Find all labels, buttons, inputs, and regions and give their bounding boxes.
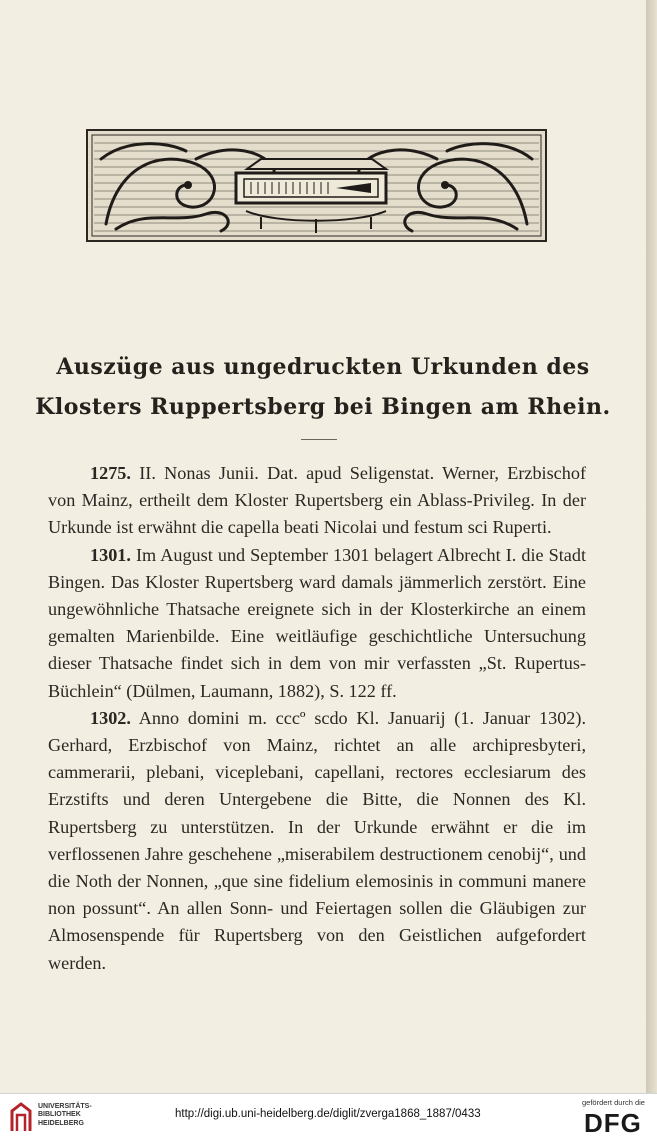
title-divider [301, 439, 337, 440]
viewer-footer [0, 1093, 657, 1143]
entry-year: 1302. [90, 707, 131, 728]
document-body [48, 460, 586, 977]
library-name-line: UNIVERSITÄTS- [38, 1103, 92, 1110]
library-name-line: HEIDELBERG [38, 1119, 84, 1127]
entry-text: Im August und September 1301 belagert Albrecht I. die Stadt Bingen. Das Kloster Rupertsberg ward damals jämmerlich zerstört. Eine ungewöhnliche Thatsache ereignete sich in der Klosterkirche an einem gemalten Marienbilde. Eine weitläufige geschichtliche Untersuchung dieser Thatsache findet sich in dem von mir verfassten „St. Rupertus-Büchlein“ (Dülmen, Laumann, 1882), S. 122 ff. [48, 544, 587, 701]
library-name [38, 1103, 92, 1128]
entry-paragraph [48, 542, 586, 705]
page-title-line-1: Auszüge aus ungedruckten Urkunden des [56, 354, 590, 380]
entry-paragraph [48, 705, 586, 977]
page-title-line-2: Klosters Ruppertsberg bei Bingen am Rhein. [35, 394, 611, 420]
university-library-logo-icon[interactable] [8, 1101, 34, 1135]
entry-text: II. Nonas Junii. Dat. apud Seligenstat. Werner, Erzbischof von Mainz, ertheilt dem Kloster Rupertsberg ein Ablass-Privileg. In der Urkunde ist erwähnt die capella beati Nicolai und festum sci Ruperti. [48, 463, 587, 538]
entry-year: 1275. [90, 463, 131, 483]
entry-year: 1301. [90, 544, 131, 565]
library-name-line: BIBLIOTHEK [38, 1111, 81, 1119]
entry-text: Anno domini m. cccº scdo Kl. Januarij (1. Januar 1302). Gerhard, Erzbischof von Mainz, richtet an alle archipresbyteri, cammerarii, plebani, viceplebani, capellani, rectores ecclesiarum des Erzstifts und deren Untergebene die Bitte, die Nonnen des Kl. Rupertsberg zu unterstützen. In der Urkunde erwähnt er die im verflossenen Jahre geschehene „miserabilem destructionem cenobij“, und die Noth der Nonnen, „que sine fidelium elemosinis in communi manere non possunt“. An allen Sonn- und Feiertagen sollen die Gläubigen zur Almosenspende für Rupertsberg von den Geistlichen aufgefordert werden. [48, 707, 586, 973]
ornamental-headpiece [86, 129, 547, 242]
entry-paragraph [48, 460, 586, 542]
funded-by-label: gefördert durch die [582, 1098, 645, 1107]
page-edge [646, 0, 657, 1093]
permalink-url[interactable]: http://digi.ub.uni-heidelberg.de/diglit/zverga1868_1887/0433 [175, 1108, 481, 1120]
dfg-logo[interactable]: DFG [584, 1108, 642, 1138]
